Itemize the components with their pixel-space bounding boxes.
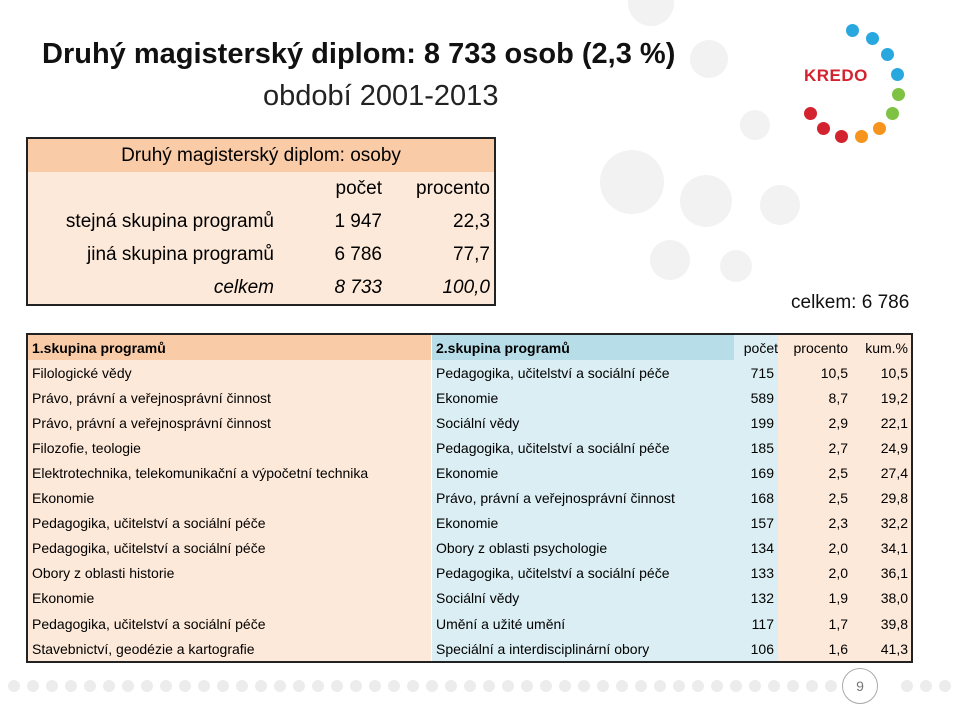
row-group1: Filologické vědy bbox=[27, 360, 432, 385]
logo-dot-icon bbox=[891, 68, 904, 81]
footer-dot bbox=[673, 680, 685, 692]
footer-dot bbox=[749, 680, 761, 692]
logo-dot-icon bbox=[804, 107, 817, 120]
row-group2: Ekonomie bbox=[432, 385, 735, 410]
summary-row-pct: 77,7 bbox=[390, 238, 495, 271]
footer-dot bbox=[654, 680, 666, 692]
row-group2: Ekonomie bbox=[432, 460, 735, 485]
summary-col-pct: procento bbox=[390, 172, 495, 205]
summary-header-row bbox=[27, 138, 495, 172]
row-group2: Ekonomie bbox=[432, 511, 735, 536]
table-row bbox=[27, 385, 912, 410]
row-pct: 2,5 bbox=[778, 486, 852, 511]
row-group1: Právo, právní a veřejnosprávní činnost bbox=[27, 410, 432, 435]
row-group2: Pedagogika, učitelství a sociální péče bbox=[432, 561, 735, 586]
summary-total-row bbox=[27, 271, 495, 305]
background-circle bbox=[680, 175, 732, 227]
footer-dot bbox=[217, 680, 229, 692]
logo-dot-icon bbox=[817, 122, 830, 135]
row-count: 168 bbox=[734, 486, 778, 511]
row-count: 117 bbox=[734, 611, 778, 636]
summary-table bbox=[26, 137, 496, 306]
header-group1: 1.skupina programů bbox=[27, 334, 432, 360]
background-circle bbox=[690, 40, 728, 78]
footer-dot bbox=[521, 680, 533, 692]
footer-dot bbox=[920, 680, 932, 692]
footer-dot bbox=[350, 680, 362, 692]
footer-dot bbox=[540, 680, 552, 692]
summary-row-label: stejná skupina programů bbox=[27, 205, 278, 238]
program-pairs-table bbox=[26, 333, 913, 663]
summary-row-count: 8 733 bbox=[278, 271, 390, 305]
row-pct: 2,5 bbox=[778, 460, 852, 485]
footer-dot bbox=[369, 680, 381, 692]
background-circle bbox=[600, 150, 664, 214]
footer-dot bbox=[65, 680, 77, 692]
footer-dot bbox=[578, 680, 590, 692]
logo-dot-icon bbox=[873, 122, 886, 135]
table-row bbox=[27, 511, 912, 536]
header-pct: procento bbox=[778, 334, 852, 360]
row-count: 199 bbox=[734, 410, 778, 435]
row-cum: 39,8 bbox=[852, 611, 912, 636]
summary-row bbox=[27, 238, 495, 271]
row-pct: 2,0 bbox=[778, 536, 852, 561]
row-group1: Právo, právní a veřejnosprávní činnost bbox=[27, 385, 432, 410]
row-group2: Pedagogika, učitelství a sociální péče bbox=[432, 435, 735, 460]
summary-row-pct: 22,3 bbox=[390, 205, 495, 238]
row-group1: Filozofie, teologie bbox=[27, 435, 432, 460]
footer-dot bbox=[483, 680, 495, 692]
page-number: 9 bbox=[842, 668, 878, 704]
footer-dot bbox=[787, 680, 799, 692]
row-cum: 34,1 bbox=[852, 536, 912, 561]
footer-dot bbox=[445, 680, 457, 692]
row-cum: 32,2 bbox=[852, 511, 912, 536]
row-cum: 41,3 bbox=[852, 636, 912, 662]
table-row bbox=[27, 460, 912, 485]
footer-dot bbox=[730, 680, 742, 692]
row-group2: Obory z oblasti psychologie bbox=[432, 536, 735, 561]
summary-row-count: 6 786 bbox=[278, 238, 390, 271]
row-pct: 2,9 bbox=[778, 410, 852, 435]
logo-dot-icon bbox=[886, 107, 899, 120]
table-row bbox=[27, 536, 912, 561]
table-row bbox=[27, 636, 912, 662]
footer-dot bbox=[426, 680, 438, 692]
logo-dot-icon bbox=[855, 130, 868, 143]
footer-dot bbox=[198, 680, 210, 692]
row-group1: Ekonomie bbox=[27, 586, 432, 611]
row-group1: Ekonomie bbox=[27, 486, 432, 511]
footer-dot bbox=[179, 680, 191, 692]
background-circle bbox=[720, 250, 752, 282]
summary-row-pct: 100,0 bbox=[390, 271, 495, 305]
footer-dot bbox=[312, 680, 324, 692]
table-row bbox=[27, 360, 912, 385]
row-cum: 22,1 bbox=[852, 410, 912, 435]
table-body bbox=[27, 360, 912, 662]
background-circle bbox=[760, 185, 800, 225]
row-count: 715 bbox=[734, 360, 778, 385]
footer-dot bbox=[46, 680, 58, 692]
footer-dot bbox=[255, 680, 267, 692]
footer-dot bbox=[901, 680, 913, 692]
row-count: 133 bbox=[734, 561, 778, 586]
row-pct: 2,3 bbox=[778, 511, 852, 536]
row-count: 185 bbox=[734, 435, 778, 460]
summary-empty-header bbox=[27, 172, 278, 205]
header-count: počet bbox=[734, 334, 778, 360]
summary-row-label: celkem bbox=[27, 271, 278, 305]
row-group1: Obory z oblasti historie bbox=[27, 561, 432, 586]
row-count: 169 bbox=[734, 460, 778, 485]
logo-dot-icon bbox=[892, 88, 905, 101]
footer-dot bbox=[293, 680, 305, 692]
footer-dot bbox=[331, 680, 343, 692]
celkem-note: celkem: 6 786 bbox=[791, 292, 910, 313]
header-group2: 2.skupina programů bbox=[432, 334, 735, 360]
footer-dots bbox=[0, 680, 960, 696]
footer-dot bbox=[597, 680, 609, 692]
row-cum: 19,2 bbox=[852, 385, 912, 410]
footer-dot bbox=[711, 680, 723, 692]
footer-dot bbox=[768, 680, 780, 692]
logo-dot-icon bbox=[835, 130, 848, 143]
row-count: 157 bbox=[734, 511, 778, 536]
logo-dot-icon bbox=[881, 48, 894, 61]
background-circle bbox=[650, 240, 690, 280]
footer-dot bbox=[464, 680, 476, 692]
table-row bbox=[27, 586, 912, 611]
footer-dot bbox=[825, 680, 837, 692]
row-pct: 10,5 bbox=[778, 360, 852, 385]
page-subtitle: období 2001-2013 bbox=[263, 80, 499, 112]
row-cum: 27,4 bbox=[852, 460, 912, 485]
summary-row bbox=[27, 205, 495, 238]
footer-dot bbox=[635, 680, 647, 692]
row-group2: Sociální vědy bbox=[432, 586, 735, 611]
row-cum: 24,9 bbox=[852, 435, 912, 460]
logo-text: KREDO bbox=[804, 66, 868, 85]
row-pct: 1,7 bbox=[778, 611, 852, 636]
footer-dot bbox=[27, 680, 39, 692]
row-count: 589 bbox=[734, 385, 778, 410]
footer-dot bbox=[141, 680, 153, 692]
table-header-row bbox=[27, 334, 912, 360]
row-group2: Umění a užité umění bbox=[432, 611, 735, 636]
row-pct: 1,6 bbox=[778, 636, 852, 662]
summary-header: Druhý magisterský diplom: osoby bbox=[27, 138, 495, 172]
footer-dot bbox=[692, 680, 704, 692]
row-cum: 38,0 bbox=[852, 586, 912, 611]
footer-dot bbox=[122, 680, 134, 692]
row-cum: 29,8 bbox=[852, 486, 912, 511]
row-group2: Speciální a interdisciplinární obory bbox=[432, 636, 735, 662]
footer-dot bbox=[84, 680, 96, 692]
footer-dot bbox=[388, 680, 400, 692]
summary-row-count: 1 947 bbox=[278, 205, 390, 238]
page-title: Druhý magisterský diplom: 8 733 osob (2,3 %) bbox=[42, 38, 676, 70]
footer-dot bbox=[407, 680, 419, 692]
footer-dot bbox=[236, 680, 248, 692]
row-cum: 36,1 bbox=[852, 561, 912, 586]
row-group2: Pedagogika, učitelství a sociální péče bbox=[432, 360, 735, 385]
table-row bbox=[27, 435, 912, 460]
summary-column-header-row bbox=[27, 172, 495, 205]
row-group1: Elektrotechnika, telekomunikační a výpočetní technika bbox=[27, 460, 432, 485]
footer-dot bbox=[502, 680, 514, 692]
table-row bbox=[27, 410, 912, 435]
kredo-logo bbox=[788, 18, 928, 158]
row-count: 106 bbox=[734, 636, 778, 662]
row-pct: 8,7 bbox=[778, 385, 852, 410]
row-group2: Sociální vědy bbox=[432, 410, 735, 435]
footer-dot bbox=[559, 680, 571, 692]
summary-col-count: počet bbox=[278, 172, 390, 205]
row-group1: Pedagogika, učitelství a sociální péče bbox=[27, 611, 432, 636]
summary-row-label: jiná skupina programů bbox=[27, 238, 278, 271]
footer-dot bbox=[806, 680, 818, 692]
footer-dot bbox=[160, 680, 172, 692]
logo-dot-icon bbox=[846, 24, 859, 37]
row-pct: 1,9 bbox=[778, 586, 852, 611]
row-count: 134 bbox=[734, 536, 778, 561]
footer-dot bbox=[103, 680, 115, 692]
row-group2: Právo, právní a veřejnosprávní činnost bbox=[432, 486, 735, 511]
background-circle bbox=[740, 110, 770, 140]
footer-dot bbox=[8, 680, 20, 692]
table-row bbox=[27, 611, 912, 636]
row-group1: Stavebnictví, geodézie a kartografie bbox=[27, 636, 432, 662]
row-count: 132 bbox=[734, 586, 778, 611]
footer-dot bbox=[274, 680, 286, 692]
row-pct: 2,7 bbox=[778, 435, 852, 460]
header-cum: kum.% bbox=[852, 334, 912, 360]
row-cum: 10,5 bbox=[852, 360, 912, 385]
table-row bbox=[27, 561, 912, 586]
footer-dot bbox=[939, 680, 951, 692]
row-pct: 2,0 bbox=[778, 561, 852, 586]
row-group1: Pedagogika, učitelství a sociální péče bbox=[27, 511, 432, 536]
footer-dot bbox=[616, 680, 628, 692]
table-row bbox=[27, 486, 912, 511]
row-group1: Pedagogika, učitelství a sociální péče bbox=[27, 536, 432, 561]
logo-dot-icon bbox=[866, 32, 879, 45]
background-circle bbox=[628, 0, 674, 26]
